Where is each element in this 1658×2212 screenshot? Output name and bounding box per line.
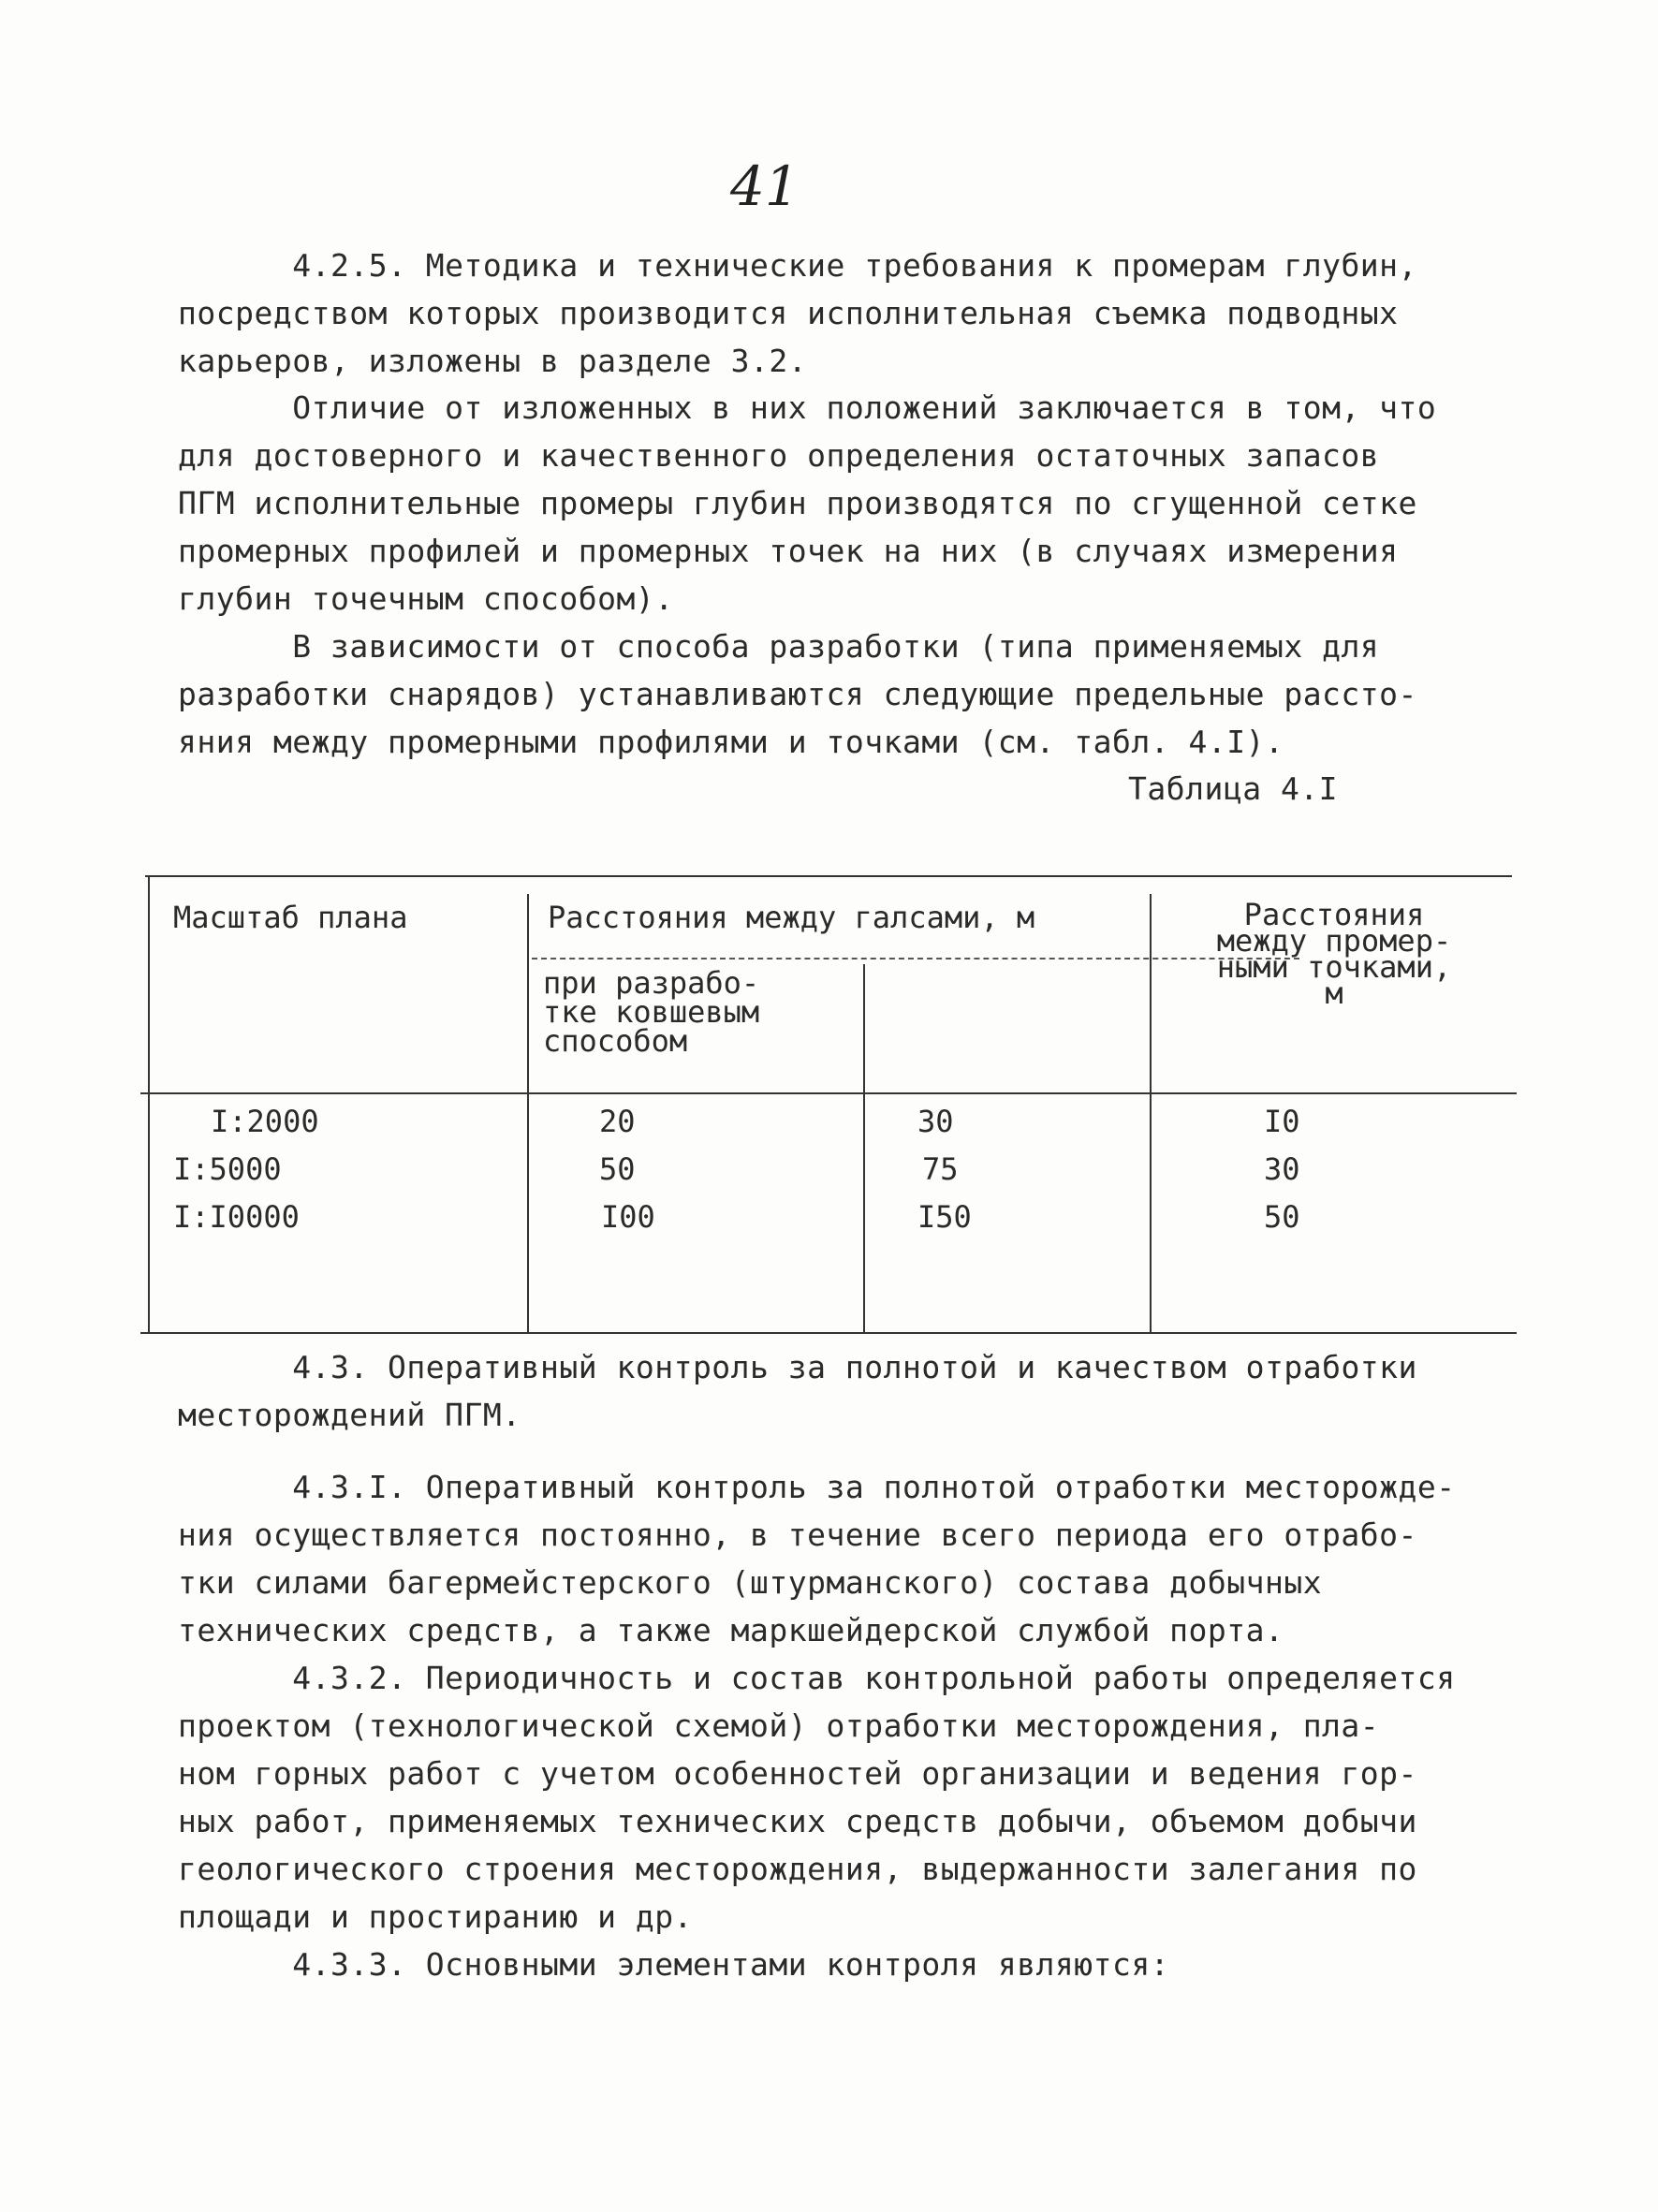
paragraph-4-2-5: 4.2.5. Методика и технические требования к промерам глубин, посредством которых производится исполнительная съемка подводных карьеров, изложены в разделе 3.2.: [178, 247, 1417, 379]
row-1-points: I0: [1264, 1104, 1300, 1139]
row-2-points: 30: [1264, 1151, 1300, 1187]
table-caption: Таблица 4.I: [1128, 770, 1339, 807]
row-2-bucket: 50: [599, 1151, 636, 1187]
row-2-scale: I:5000: [173, 1151, 282, 1187]
header-tack-distance: Расстояния между галсами, м: [548, 900, 1035, 935]
row-3-bucket: I00: [601, 1199, 655, 1235]
paragraph-4-3-2: 4.3.2. Периодичность и состав контрольной работы определяется проектом (технологической схемой) отработки месторождения, пла- ном горных работ с учетом особенностей организации и ведения гор- ных работ, применяемых технических средств добычи, объемом добычи геологического строения месторождения, выдержанности залегания по площади и простиранию и др.: [178, 1660, 1456, 1935]
paragraph-4-3-1: 4.3.I. Оперативный контроль за полнотой отработки месторожде- ния осуществляется постоянно, в течение всего периода его отрабо- тки силами багермейстерского (штурманского) состава добычных технических средств, а также маркшейдерской службой порта.: [178, 1469, 1456, 1648]
table-left-border: [148, 875, 150, 1334]
paragraph-difference: Отличие от изложенных в них положений заключается в том, что для достоверного и качественного определения остаточных запасов ПГМ исполнительные промеры глубин производятся по сгущенной сетке промерных профилей и промерных точек на них (в случаях измерения глубин точечным способом).: [178, 389, 1437, 617]
header-bottom-border: [140, 1092, 1517, 1094]
paragraph-dependence: В зависимости от способа разработки (типа применяемых для разработки снарядов) устанавливаются следующие предельные рассто- яния между промерными профилями и точками (см. табл. 4.I).: [178, 628, 1417, 760]
row-3-other: I50: [917, 1199, 972, 1235]
table-bottom-border: [140, 1332, 1517, 1334]
table-top-border: [145, 875, 1512, 877]
column-divider-2: [863, 964, 865, 1334]
header-point-distance: Расстояния между промер- ными точками, м: [1216, 897, 1452, 1011]
page-number: 41: [730, 154, 800, 218]
paragraph-4-3-3: 4.3.3. Основными элементами контроля являются:: [178, 1946, 1170, 1983]
distances-table: [140, 875, 1517, 1334]
row-3-points: 50: [1264, 1199, 1300, 1235]
column-divider-1: [527, 894, 529, 1334]
header-scale: Масштаб плана: [173, 900, 408, 935]
row-3-scale: I:I0000: [173, 1199, 300, 1235]
row-1-bucket: 20: [599, 1104, 636, 1139]
row-1-other: 30: [917, 1104, 954, 1139]
row-2-other: 75: [922, 1151, 959, 1187]
paragraph-4-3: 4.3. Оперативный контроль за полнотой и качеством отработки месторождений ПГМ.: [178, 1349, 1417, 1433]
column-divider-3: [1150, 894, 1152, 1334]
row-1-scale: I:2000: [211, 1104, 319, 1139]
header-bucket: при разрабо- тке ковшевым способом: [543, 965, 760, 1059]
